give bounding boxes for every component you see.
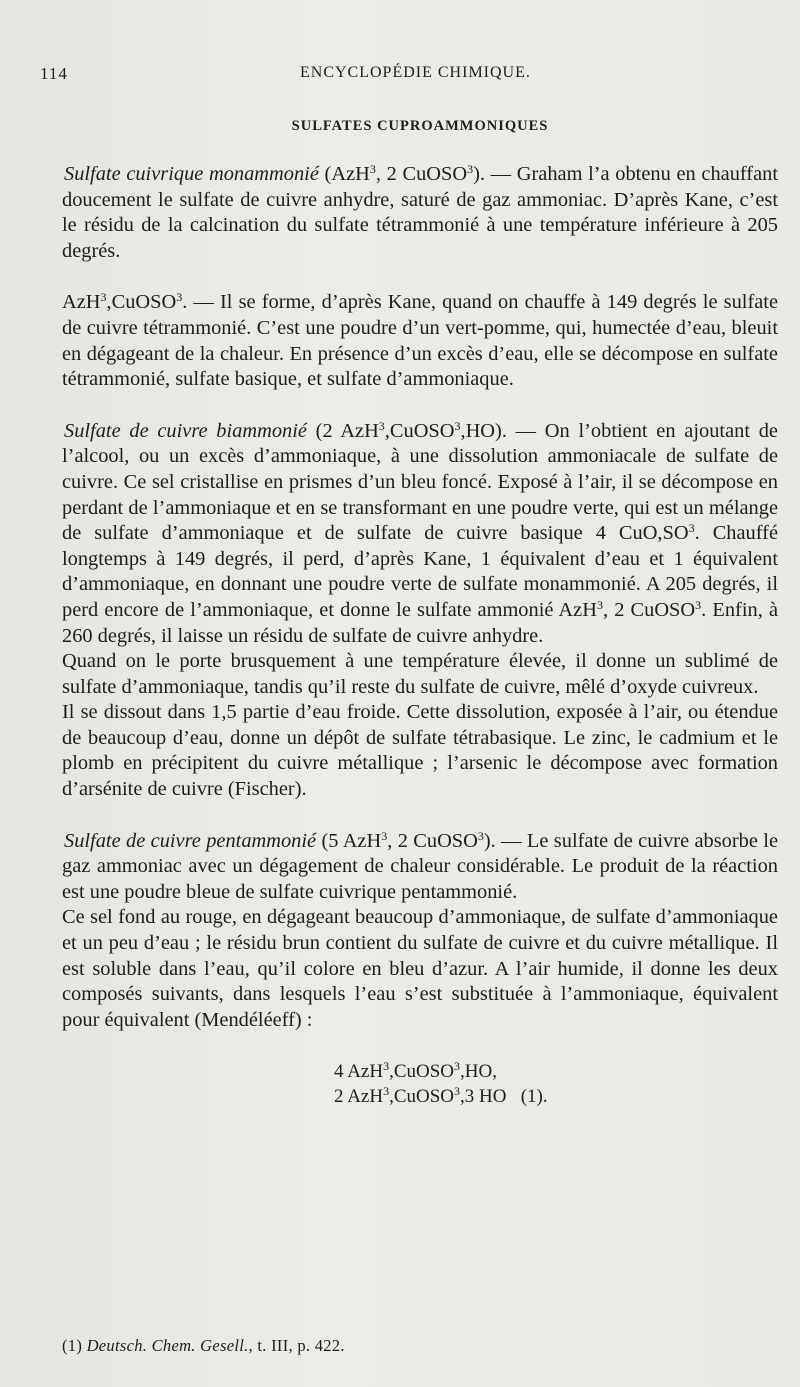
footnote-reference: , t. III, p. 422. — [248, 1336, 345, 1355]
compound-name: Sulfate de cuivre biammonié — [64, 419, 307, 442]
formula-text: (5 AzH — [316, 829, 382, 852]
superscript: 3 — [596, 597, 603, 612]
running-head — [40, 58, 778, 88]
superscript: 3 — [467, 162, 474, 176]
paragraph-text: ,HO). — On l’obtient en ajoutant de l’alcool, ou un excès d’ammoniaque, à une dissolution ammoniacale de sulfate de cuivre. Ce sel cristallise en prismes d’un bleu foncé. Exposé à l’air, il se décompose en perdant de l’ammoniaque et en se transformant en une poudre verte, qui est un mélange de sulfate d’ammoniaque et de sulfate de cuivre basique 4 CuO,SO — [62, 419, 778, 545]
paragraph-text: . Enfin, à 260 degrés, il laisse un résidu de sulfate de cuivre anhydre. — [62, 598, 778, 647]
superscript: 3 — [454, 418, 461, 433]
formula-text: (2 AzH — [306, 419, 379, 442]
formula-text: AzH — [62, 291, 101, 314]
compound-name: Sulfate de cuivre pentammonié — [64, 829, 317, 852]
paragraph-pentammonie — [62, 829, 778, 906]
superscript: 3 — [477, 828, 484, 843]
formula-text: , 2 CuOSO — [387, 829, 478, 852]
paragraph-text: . — Il se forme, d’après Kane, quand on chauffe à 149 degrés le sulfate de cuivre tétrammonié. C’est une poudre d’un vert-pomme, qui, humectée d’eau, bleuit en dégageant de la chaleur. En présence d’un excès d’eau, elle se décompose en sulfate tétrammonié, sulfate basique, et sulfate d’ammoniaque. — [62, 291, 778, 391]
superscript: 3 — [383, 1059, 390, 1074]
formula-text: ,3 HO (1). — [460, 1086, 548, 1108]
paragraph-text: ). — Graham l’a obtenu en chauffant doucement le sulfate de cuivre anhydre, saturé de gaz ammoniac. D’après Kane, c’est le résidu de la calcination du sulfate tétrammonié à une température inférieure à 205 degrés. — [62, 163, 779, 262]
superscript: 3 — [454, 1084, 461, 1099]
paragraph-azh3-cuoso3 — [62, 290, 778, 392]
paragraph-text: , 2 CuOSO — [602, 598, 696, 621]
paragraph-text: . Chauffé longtemps à 149 degrés, il perd, d’après Kane, 1 équivalent d’eau et 1 équivalent d’ammoniaque, en donnant une poudre verte de sulfate monammonié. A 205 degrés, il perd encore de l’ammoniaque, et donne le sulfate ammonié AzH — [62, 522, 778, 621]
paragraph-monammonie — [62, 162, 778, 264]
footnote — [62, 1336, 345, 1356]
footnote-source: Deutsch. Chem. Gesell. — [86, 1336, 249, 1355]
paragraph-text: Ce sel fond au rouge, en dégageant beaucoup d’ammoniaque, de sulfate d’ammoniaque et un peu d’eau ; le résidu brun contient du sulfate de cuivre et du cuivre métallique. Il est soluble dans l’eau, qu’il colore en bleu d’azur. A l’air humide, il donne les deux composés suivants, dans lesquels l’eau s’est substituée à l’ammoniaque, équivalent pour équivalent (Mendéléeff) : — [62, 906, 778, 1031]
superscript: 3 — [381, 828, 388, 843]
superscript: 3 — [369, 162, 376, 176]
paragraph-fusion — [62, 905, 778, 1033]
compound-name: Sulfate cuivrique monammonié — [64, 163, 319, 185]
paragraph-biammonie — [62, 419, 778, 649]
paragraph-sublime — [62, 649, 778, 700]
formula-line — [334, 1084, 778, 1109]
superscript: 3 — [688, 521, 695, 536]
formula-text: 4 AzH — [334, 1061, 384, 1083]
paragraph-text: Quand on le porte brusquement à une température élevée, il donne un sublimé de sulfate d’ammoniaque, tandis qu’il reste du sulfate de cuivre, mêlé d’oxyde cuivreux. — [62, 650, 778, 698]
formula-text: ,HO, — [460, 1061, 497, 1083]
superscript: 3 — [383, 1084, 390, 1099]
superscript: 3 — [454, 1059, 461, 1074]
paragraph-text: Il se dissout dans 1,5 partie d’eau froide. Cette dissolution, exposée à l’air, ou étendue de beaucoup d’eau, donne un dépôt de sulfate tétrabasique. Le zinc, le cadmium et le plomb en précipitent du cuivre métallique ; l’arsenic le décompose avec formation d’arsénite de cuivre (Fischer). — [62, 701, 778, 801]
formula-text: ,CuOSO — [389, 1061, 455, 1083]
paragraph-text: ). — Le sulfate de cuivre absorbe le gaz ammoniac avec un dégagement de chaleur considérable. Le produit de la réaction est une poudre bleue de sulfate cuivrique pentammonié. — [62, 829, 779, 903]
formula-text: (AzH — [318, 163, 370, 185]
formula-text: 2 AzH — [334, 1086, 384, 1108]
header-title: ENCYCLOPÉDIE CHIMIQUE. — [300, 64, 531, 81]
formula-text: ,CuOSO — [389, 1086, 455, 1108]
formula-line — [334, 1059, 778, 1084]
formula-text: , 2 CuOSO — [375, 163, 468, 185]
superscript: 3 — [100, 290, 107, 305]
paragraph-dissolution — [62, 700, 778, 802]
section-title: SULFATES CUPROAMMONIQUES — [291, 118, 549, 134]
superscript: 3 — [378, 418, 385, 433]
page-number: 114 — [40, 64, 68, 83]
superscript: 3 — [176, 290, 183, 305]
superscript: 3 — [695, 597, 702, 612]
formula-block — [62, 1059, 778, 1109]
formula-text: ,CuOSO — [384, 419, 455, 442]
formula-text: ,CuOSO — [106, 291, 177, 314]
footnote-marker: (1) — [62, 1336, 83, 1355]
